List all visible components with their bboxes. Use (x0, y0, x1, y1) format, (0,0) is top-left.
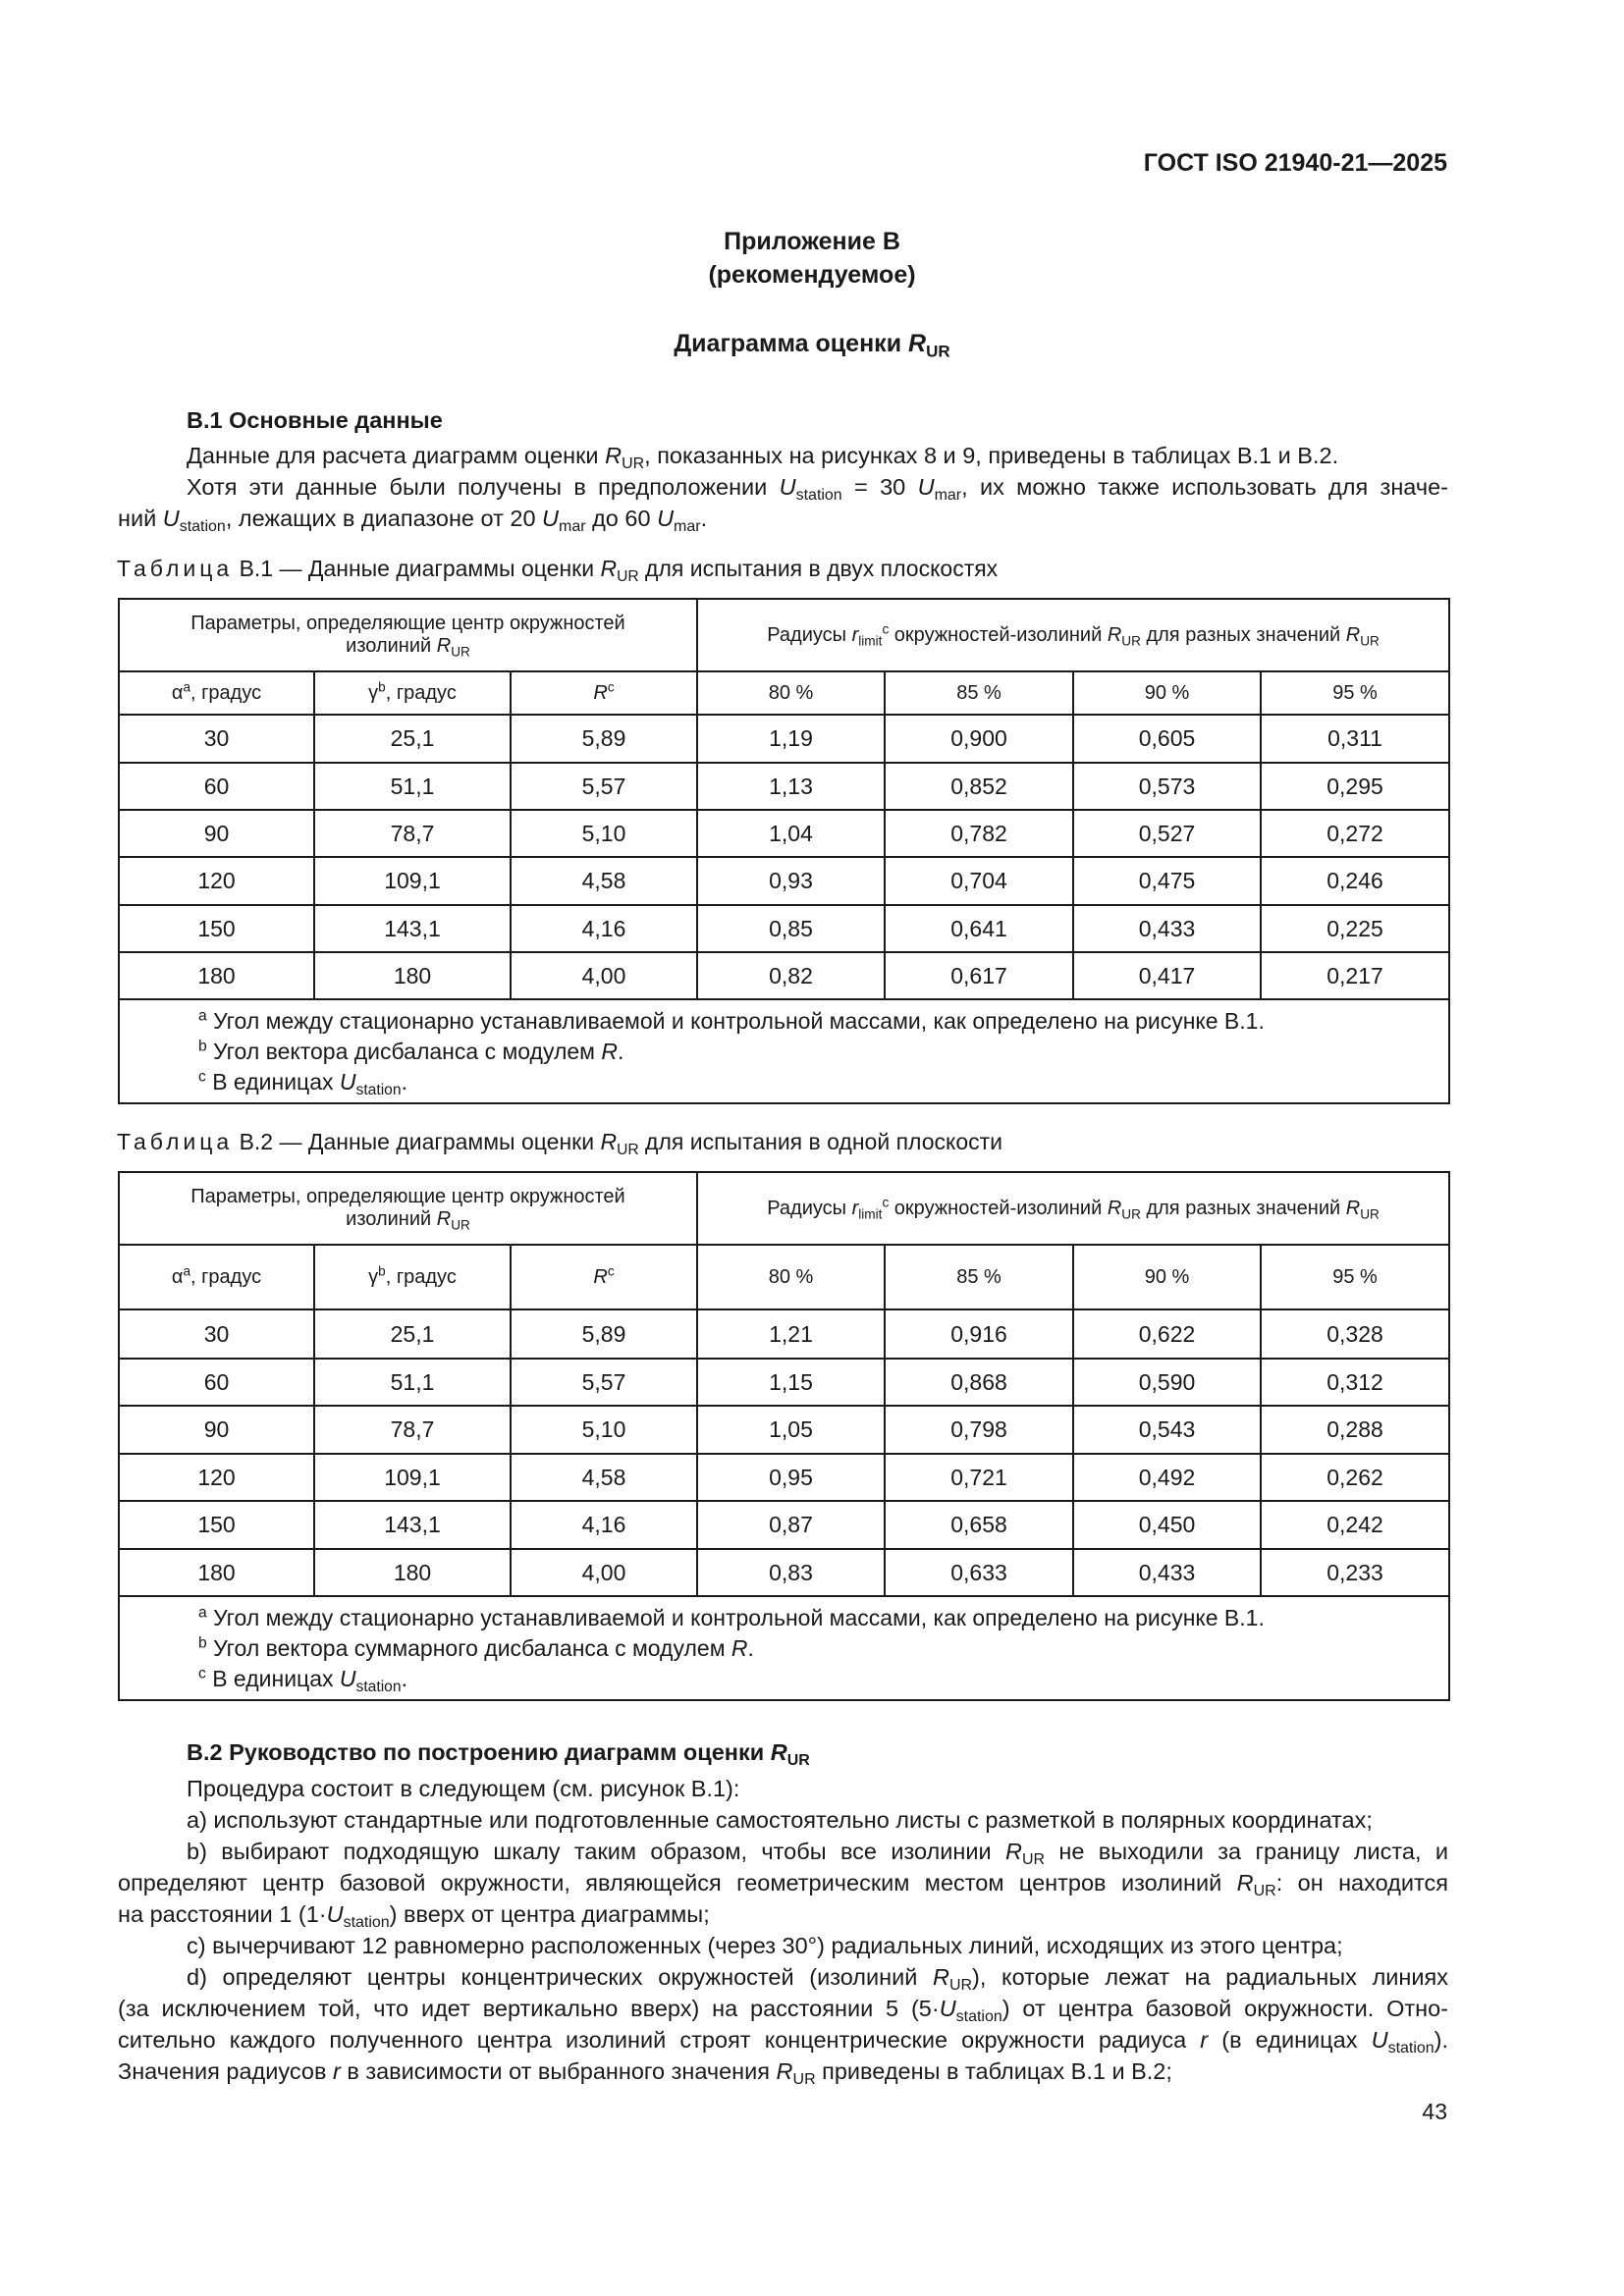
step-b-line-1: b) выбирают подходящую шкалу таким образом, чтобы все изолинии $R_{UR}$ не выходили за границу листа, и (187, 1839, 1448, 1869)
table-cell: 0,658 (885, 1501, 1073, 1549)
table-cell: 4,16 (511, 1501, 697, 1549)
table-cell: 1,13 (697, 763, 885, 810)
table-cell: 0,641 (885, 905, 1073, 952)
table-cell: 0,262 (1261, 1454, 1449, 1501)
table-2-col-95: 95 % (1261, 1245, 1449, 1309)
section-1-paragraph-2: Хотя эти данные были получены в предположении $U_{station} = 30$ $U_{mar}$, их можно также использовать для значе- (187, 474, 1448, 505)
table-cell: 0,312 (1261, 1359, 1449, 1406)
table-cell: 1,04 (697, 810, 885, 857)
table-2-col-gamma: $\gamma^b$, градус (314, 1245, 511, 1309)
table-row (119, 1406, 1449, 1454)
table-cell: 0,328 (1261, 1309, 1449, 1359)
table-2 (118, 1171, 1450, 1701)
table-cell: 0,543 (1073, 1406, 1261, 1454)
section-1-heading: В.1 Основные данные (187, 407, 443, 433)
table-cell: 0,633 (885, 1549, 1073, 1596)
table-cell: 90 (119, 810, 314, 857)
table-1-col-90: 90 % (1073, 671, 1261, 715)
table-cell: 0,852 (885, 763, 1073, 810)
table-row (119, 715, 1449, 763)
table-cell: 0,492 (1073, 1454, 1261, 1501)
footnote-b: $^b$ Угол вектора суммарного дисбаланса с модулем R. (198, 1634, 754, 1661)
table-cell: 180 (119, 1549, 314, 1596)
table-row (119, 905, 1449, 952)
table-cell: 0,622 (1073, 1309, 1261, 1359)
table-cell: 150 (119, 905, 314, 952)
table-row (119, 1454, 1449, 1501)
table-1-header-radii: Радиусы $r_{limit}^c$ окружностей-изолиний $R_{UR}$ для разных значений $R_{UR}$ (697, 599, 1449, 671)
table-cell: 1,05 (697, 1406, 885, 1454)
footnote-a: $^a$ Угол между стационарно устанавливаемой и контрольной массами, как определено на рисунке В.1. (198, 1007, 1265, 1034)
table-cell: 5,57 (511, 1359, 697, 1406)
table-cell: 0,590 (1073, 1359, 1261, 1406)
table-row (119, 1309, 1449, 1359)
table-cell: 0,721 (885, 1454, 1073, 1501)
table-cell: 51,1 (314, 763, 511, 810)
table-2-col-90: 90 % (1073, 1245, 1261, 1309)
table-1-col-r: $R^c$ (511, 671, 697, 715)
table-cell: 0,95 (697, 1454, 885, 1501)
table-2-col-80: 80 % (697, 1245, 885, 1309)
step-d-line-3: сительно каждого полученного центра изолиний строят концентрические окружности радиуса r (в единицах $U_{station}$). (118, 2027, 1448, 2057)
table-cell: 4,00 (511, 952, 697, 999)
diagram-title: Диаграмма оценки $R_{UR}$ (674, 330, 950, 361)
step-b-line-2: определяют центр базовой окружности, являющейся геометрическим местом центров изолиний $R_{UR}$: он находится (118, 1870, 1448, 1900)
table-row (119, 1549, 1449, 1596)
table-2-header-center-params: Параметры, определяющие центр окружностей изолиний $R_{UR}$ (119, 1172, 697, 1245)
table-cell: 78,7 (314, 1406, 511, 1454)
table-cell: 0,225 (1261, 905, 1449, 952)
table-2-col-r: $R^c$ (511, 1245, 697, 1309)
table-row (119, 763, 1449, 810)
table-cell: 0,417 (1073, 952, 1261, 999)
table-cell: 1,19 (697, 715, 885, 763)
table-1-col-95: 95 % (1261, 671, 1449, 715)
table-cell: 0,782 (885, 810, 1073, 857)
table-cell: 0,83 (697, 1549, 885, 1596)
table-cell: 4,58 (511, 857, 697, 905)
table-1-caption: Таблица В.1 — Данные диаграммы оценки $R_{UR}$ для испытания в двух плоскостях (117, 556, 999, 585)
table-cell: 143,1 (314, 1501, 511, 1549)
table-cell: 180 (119, 952, 314, 999)
footnote-b: $^b$ Угол вектора дисбаланса с модулем R. (198, 1038, 624, 1064)
standard-code: ГОСТ ISO 21940-21—2025 (1143, 149, 1447, 177)
table-cell: 60 (119, 1359, 314, 1406)
footnote-c: $^c$ В единицах $U_{station}$. (198, 1068, 407, 1098)
table-cell: 0,242 (1261, 1501, 1449, 1549)
table-cell: 0,87 (697, 1501, 885, 1549)
table-cell: 0,704 (885, 857, 1073, 905)
table-cell: 25,1 (314, 715, 511, 763)
table-cell: 0,617 (885, 952, 1073, 999)
step-d-line-1: d) определяют центры концентрических окружностей (изолиний $R_{UR}$), которые лежат на радиальных линиях (187, 1964, 1448, 1995)
table-cell: 0,433 (1073, 1549, 1261, 1596)
table-cell: 0,475 (1073, 857, 1261, 905)
table-row (119, 810, 1449, 857)
table-cell: 5,89 (511, 1309, 697, 1359)
section-1-paragraph-2-cont: ний $U_{station}$, лежащих в диапазоне от 20 $U_{mar}$ до 60 $U_{mar}$. (118, 506, 708, 536)
section-1-paragraph-1: Данные для расчета диаграмм оценки $R_{UR}$, показанных на рисунках 8 и 9, приведены в таблицах В.1 и В.2. (187, 443, 1339, 473)
annex-title: Приложение В (724, 228, 900, 255)
table-cell: 1,21 (697, 1309, 885, 1359)
table-2-footnotes (119, 1596, 1449, 1700)
table-2-col-85: 85 % (885, 1245, 1073, 1309)
table-cell: 0,311 (1261, 715, 1449, 763)
section-2-heading: В.2 Руководство по построению диаграмм оценки $R_{UR}$ (187, 1739, 810, 1770)
table-1-col-85: 85 % (885, 671, 1073, 715)
step-b-line-3: на расстоянии 1 $(1\cdot U_{station})$ вверх от центра диаграммы; (118, 1901, 710, 1932)
table-cell: 0,246 (1261, 857, 1449, 905)
table-cell: 150 (119, 1501, 314, 1549)
table-cell: 180 (314, 1549, 511, 1596)
table-cell: 25,1 (314, 1309, 511, 1359)
step-d-line-2: (за исключением той, что идет вертикально вверх) на расстоянии 5 $(5\cdot U_{station})$ от центра базовой окружности. Отно- (118, 1996, 1448, 2026)
table-cell: 0,798 (885, 1406, 1073, 1454)
table-cell: 5,10 (511, 1406, 697, 1454)
table-cell: 120 (119, 857, 314, 905)
table-cell: 0,93 (697, 857, 885, 905)
table-cell: 5,57 (511, 763, 697, 810)
table-cell: 0,233 (1261, 1549, 1449, 1596)
table-cell: 0,900 (885, 715, 1073, 763)
table-row (119, 1359, 1449, 1406)
table-cell: 4,58 (511, 1454, 697, 1501)
table-cell: 0,82 (697, 952, 885, 999)
step-c: с) вычерчивают 12 равномерно расположенных (через 30°) радиальных линий, исходящих из этого центра; (187, 1933, 1343, 1958)
table-cell: 0,450 (1073, 1501, 1261, 1549)
table-row (119, 1501, 1449, 1549)
table-2-caption: Таблица В.2 — Данные диаграммы оценки $R_{UR}$ для испытания в одной плоскости (117, 1129, 1002, 1158)
step-a: а) используют стандартные или подготовленные самостоятельно листы с разметкой в полярных координатах; (187, 1807, 1373, 1833)
table-cell: 0,916 (885, 1309, 1073, 1359)
table-cell: 143,1 (314, 905, 511, 952)
table-1-col-alpha: $\alpha^a$, градус (119, 671, 314, 715)
table-cell: 78,7 (314, 810, 511, 857)
table-cell: 0,288 (1261, 1406, 1449, 1454)
footnote-c: $^c$ В единицах $U_{station}$. (198, 1665, 407, 1695)
table-cell: 60 (119, 763, 314, 810)
table-cell: 51,1 (314, 1359, 511, 1406)
table-cell: 1,15 (697, 1359, 885, 1406)
table-2-header-radii: Радиусы $r_{limit}^c$ окружностей-изолиний $R_{UR}$ для разных значений $R_{UR}$ (697, 1172, 1449, 1245)
table-cell: 0,217 (1261, 952, 1449, 999)
table-cell: 0,573 (1073, 763, 1261, 810)
table-cell: 30 (119, 1309, 314, 1359)
table-2-col-alpha: $\alpha^a$, градус (119, 1245, 314, 1309)
table-cell: 0,272 (1261, 810, 1449, 857)
table-1-col-80: 80 % (697, 671, 885, 715)
table-1-header-center-params: Параметры, определяющие центр окружностей изолиний $R_{UR}$ (119, 599, 697, 671)
table-cell: 5,89 (511, 715, 697, 763)
table-cell: 109,1 (314, 1454, 511, 1501)
section-2-intro: Процедура состоит в следующем (см. рисунок В.1): (187, 1776, 740, 1801)
step-d-line-4: Значения радиусов r в зависимости от выбранного значения $R_{UR}$ приведены в таблицах В.1 и В.2; (118, 2058, 1172, 2089)
table-cell: 90 (119, 1406, 314, 1454)
table-cell: 120 (119, 1454, 314, 1501)
annex-type: (рекомендуемое) (708, 261, 916, 289)
table-row (119, 857, 1449, 905)
table-1 (118, 598, 1450, 1104)
table-cell: 4,16 (511, 905, 697, 952)
page-number: 43 (1422, 2099, 1447, 2124)
table-cell: 0,433 (1073, 905, 1261, 952)
table-cell: 4,00 (511, 1549, 697, 1596)
table-cell: 0,527 (1073, 810, 1261, 857)
table-cell: 0,868 (885, 1359, 1073, 1406)
table-1-footnotes (119, 999, 1449, 1103)
table-cell: 0,605 (1073, 715, 1261, 763)
table-cell: 0,85 (697, 905, 885, 952)
table-cell: 5,10 (511, 810, 697, 857)
table-cell: 109,1 (314, 857, 511, 905)
table-row (119, 952, 1449, 999)
table-1-col-gamma: $\gamma^b$, градус (314, 671, 511, 715)
footnote-a: $^a$ Угол между стационарно устанавливаемой и контрольной массами, как определено на рисунке В.1. (198, 1604, 1265, 1630)
table-cell: 0,295 (1261, 763, 1449, 810)
table-cell: 30 (119, 715, 314, 763)
table-cell: 180 (314, 952, 511, 999)
